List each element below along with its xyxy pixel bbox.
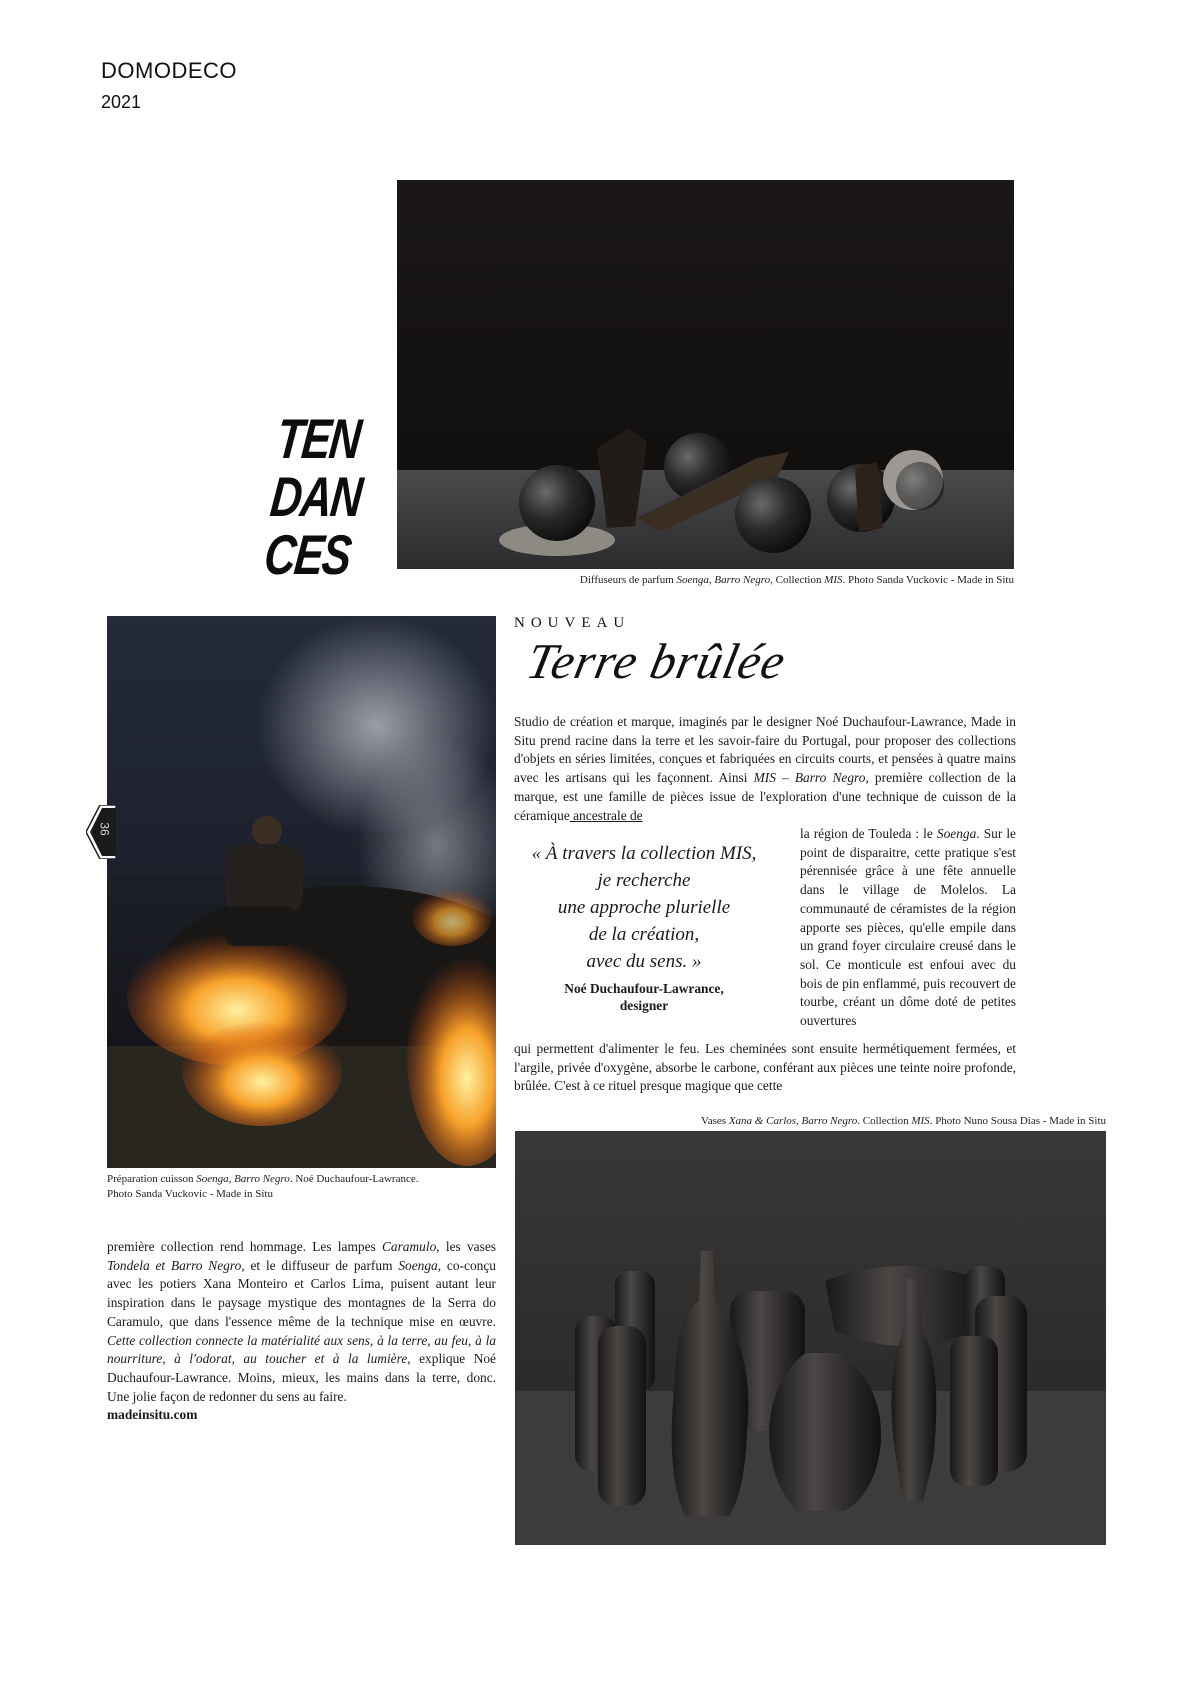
article-column-right: la région de Touleda : le Soenga. Sur le point de disparaitre, cette pratique s'est pérennisée grâce à une fête annuelle dans le village de Molelos. La communauté de céramistes de la région apporte ses pièces, qu'elle empile dans un grand foyer circulaire creusé dans le sol. Ce monticule est enfoui avec du bois de pin enflammé, puis recouvert de tourbe, créant un dôme doté de petites ouvertures <box>800 826 1016 1029</box>
photo-diffusers <box>397 180 1014 569</box>
logo-line-1: TEN <box>273 407 363 470</box>
photo-vases <box>515 1131 1106 1545</box>
caption-firing: Préparation cuisson Soenga, Barro Negro. Noé Duchaufour-Lawrance. Photo Sanda Vuckovic - Made in Situ <box>107 1173 419 1200</box>
logo-line-2: DAN <box>267 465 365 528</box>
article-intro: Studio de création et marque, imaginés par le designer Noé Duchaufour-Lawrance, Made in Situ prend racine dans la terre et les savoir-faire du Portugal, pour proposer des collections d'objets en séries limitées, conçues et fabriquées en circuits courts, et pensées à quatre mains avec les artisans qui les façonnent. Ainsi MIS – Barro Negro, première collection de la marque, est une famille de pièces issue de l'exploration d'une technique de cuisson de la céramique ancestrale de <box>514 714 1016 823</box>
photo-firing <box>107 616 496 1168</box>
vases-illustration <box>515 1131 1106 1545</box>
article-title: Terre brûlée <box>522 633 792 689</box>
article-continuation: qui permettent d'alimenter le feu. Les cheminées sont ensuite hermétiquement fermées, et l'argile, privée d'oxygène, absorbe le carbone, conférant aux pièces une teinte noire profonde, brûlée. C'est à ce rituel presque magique que cette <box>514 1041 1016 1094</box>
magazine-year: 2021 <box>101 92 142 112</box>
logo-line-3: CES <box>261 523 354 586</box>
magazine-name: DOMODECO <box>101 58 237 83</box>
article-kicker: NOUVEAU <box>514 615 631 631</box>
tendances-section-logo <box>260 407 370 600</box>
firing-illustration <box>107 616 496 1168</box>
pull-quote-author: Noé Duchaufour-Lawrance, designer <box>564 981 724 1013</box>
caption-diffusers: Diffuseurs de parfum Soenga, Barro Negro, Collection MIS. Photo Sanda Vuckovic - Made in Situ <box>579 574 1014 586</box>
website-link[interactable]: madeinsitu.com <box>107 1407 198 1423</box>
caption-vases: Vases Xana & Carlos, Barro Negro. Collection MIS. Photo Nuno Sousa Dias - Made in Situ <box>701 1115 1106 1127</box>
diffusers-illustration <box>397 180 1014 569</box>
pull-quote: « À travers la collection MIS, je recherche une approche plurielle de la création, avec du sens. » <box>531 843 757 972</box>
article-closing: première collection rend hommage. Les lampes Caramulo, les vases Tondela et Barro Negro, et le diffuseur de parfum Soenga, co-conçu avec les potiers Xana Monteiro et Carlos Lima, puisent autant leur inspiration dans le paysage mystique des montagnes de la Serra do Caramulo, que dans l'essence même de la technique mise en œuvre. Cette collection connecte la matérialité aux sens, à la terre, au feu, à la nourriture, à l'odorat, au toucher et à la lumière, explique Noé Duchaufour-Lawrance. Moins, mieux, les mains dans la terre, donc. Une jolie façon de redonner du sens au faire. madeinsitu.com <box>107 1239 496 1423</box>
page-number: 36 <box>97 822 112 836</box>
